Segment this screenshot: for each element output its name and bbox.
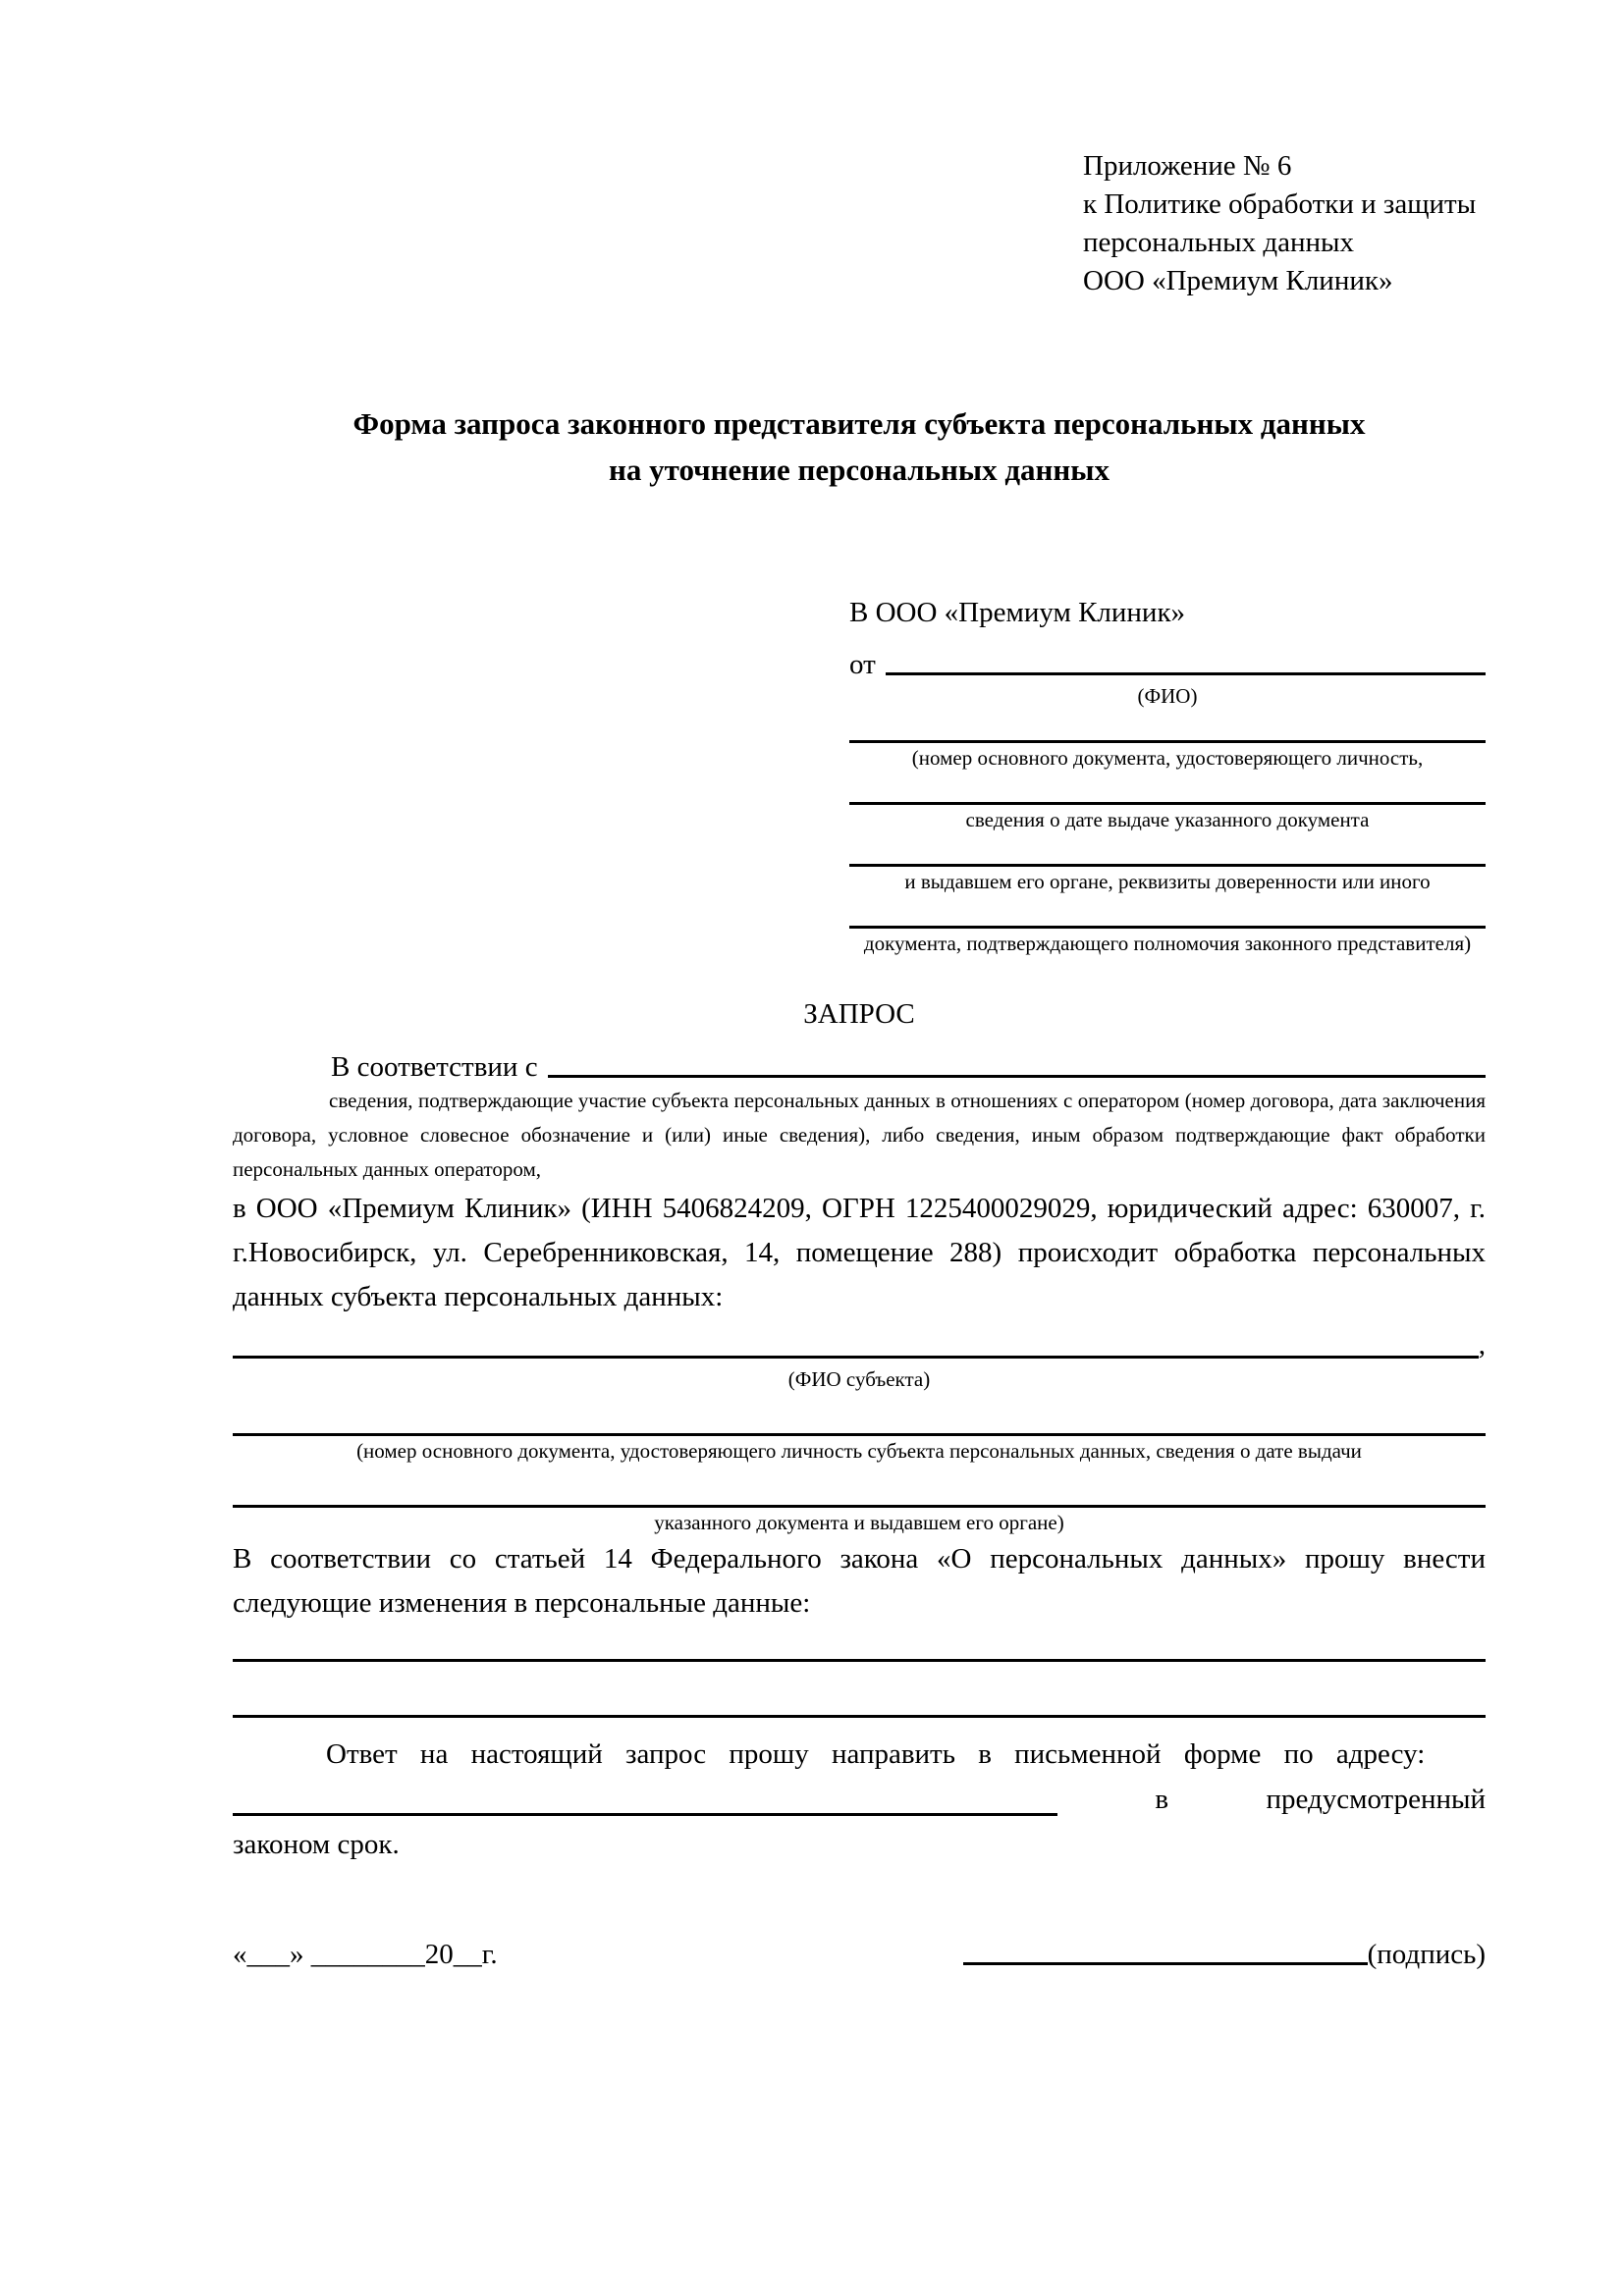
- response-address-row: [233, 1777, 1486, 1822]
- response-paragraph: [233, 1732, 1486, 1867]
- amendment-paragraph: В соответствии со статьей 14 Федерального закона «О персональных данных» прошу внести следующие изменения в персональные данные:: [233, 1543, 1486, 1619]
- changes-blank-line-2: [233, 1662, 1486, 1718]
- appendix-policy-line: к Политике обработки и защиты: [1083, 188, 1477, 220]
- response-word-1: в: [1155, 1784, 1169, 1815]
- appendix-number: Приложение № 6: [1083, 150, 1292, 182]
- address-blank-line: [233, 1813, 1057, 1816]
- date-placeholder: «___» ________20__г.: [233, 1939, 498, 1970]
- basis-blank-line: [548, 1075, 1486, 1078]
- subject-fio-blank-line: [233, 1356, 1479, 1359]
- appendix-organization: ООО «Премиум Клиник»: [1083, 265, 1393, 296]
- document-title: [233, 400, 1486, 493]
- representative-fio-caption: (ФИО): [1137, 684, 1198, 708]
- representative-doc-caption-4: документа, подтверждающего полномочия законного представителя): [863, 932, 1472, 955]
- signature-row: [233, 1924, 1486, 1971]
- blank-line: [849, 834, 1486, 867]
- blank-line: [233, 1466, 1486, 1508]
- addressee-organization: В ООО «Премиум Клиник»: [849, 597, 1186, 628]
- basis-row: [233, 1039, 1486, 1084]
- basis-label: В соответствии с: [331, 1051, 538, 1083]
- representative-doc-field-2: [849, 773, 1486, 834]
- response-word-2: предусмотренный: [1266, 1784, 1486, 1815]
- subject-doc-field-1: [233, 1394, 1486, 1466]
- basis-footnote: сведения, подтверждающие участие субъекта персональных данных в отношениях с оператором (номер договора, дата заключения договора, условное словесное обозначение и (или) иные сведения), либо сведения, иным образом подтверждающие факт обработки персональных данных оператором,: [233, 1089, 1486, 1181]
- request-heading: ЗАПРОС: [803, 998, 915, 1030]
- appendix-policy-line-2: персональных данных: [1083, 227, 1355, 258]
- changes-blank-line-1: [233, 1626, 1486, 1662]
- from-label: от: [849, 649, 876, 680]
- representative-doc-caption-2: сведения о дате выдаче указанного документа: [965, 808, 1370, 831]
- representative-fio-blank-line: [886, 672, 1486, 675]
- addressee-block: [849, 591, 1486, 958]
- signature-group: [963, 1939, 1486, 1971]
- document-title-line-2: на уточнение персональных данных: [609, 453, 1110, 487]
- blank-line: [849, 773, 1486, 805]
- blank-line: [233, 1394, 1486, 1436]
- signature-caption: (подпись): [1367, 1939, 1486, 1970]
- subject-line-comma: ,: [1478, 1329, 1486, 1361]
- response-line-3: законом срок.: [233, 1829, 400, 1860]
- blank-line: [849, 711, 1486, 743]
- representative-doc-caption-3: и выдавшем его органе, реквизиты доверенности или иного: [904, 870, 1431, 893]
- appendix-header: [1083, 147, 1486, 300]
- operator-paragraph: в ООО «Премиум Клиник» (ИНН 5406824209, ОГРН 1225400029029, юридический адрес: 630007, г. г.Новосибирск, ул. Серебренниковская, 14, помещение 288) происходит обработка персональных данных субъекта персональных данных:: [233, 1193, 1486, 1312]
- subject-fio-caption: (ФИО субъекта): [787, 1367, 931, 1391]
- response-line-1: Ответ на настоящий запрос прошу направить в письменной форме по адресу:: [326, 1738, 1426, 1770]
- representative-doc-caption-1: (номер основного документа, удостоверяющего личность,: [911, 746, 1424, 770]
- document-title-line-1: Форма запроса законного представителя субъекта персональных данных: [352, 406, 1366, 441]
- subject-fio-row: [233, 1321, 1486, 1364]
- subject-doc-field-2: [233, 1466, 1486, 1537]
- subject-doc-caption-2: указанного документа и выдавшем его органе): [654, 1511, 1064, 1534]
- representative-doc-field-3: [849, 834, 1486, 896]
- representative-doc-field-4: [849, 896, 1486, 958]
- signature-blank-line: [963, 1962, 1368, 1965]
- representative-doc-field-1: [849, 711, 1486, 773]
- subject-doc-caption-1: (номер основного документа, удостоверяющего личность субъекта персональных данных, сведения о дате выдачи: [356, 1439, 1362, 1463]
- blank-line: [849, 896, 1486, 929]
- from-row: [849, 634, 1486, 681]
